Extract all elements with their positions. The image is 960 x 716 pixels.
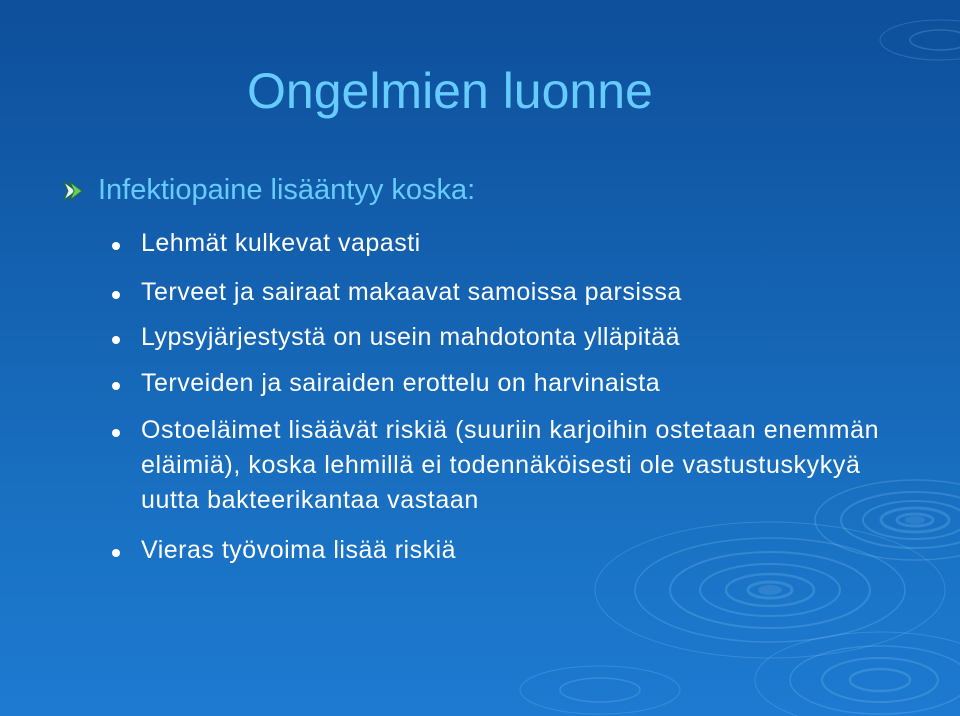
bullet-dot-icon <box>112 549 120 557</box>
bullet-text: Ostoeläimet lisäävät riskiä (suuriin karjoihin ostetaan enemmän eläimiä), koska lehmillä ei todennäköisesti ole vastustuskykyä uutta bakteerikantaa vastaan <box>141 416 880 514</box>
bullet-item <box>112 366 660 401</box>
bullet-dot-icon <box>112 382 120 390</box>
bullet-item <box>112 275 682 310</box>
bullet-text: Lehmät kulkevat vapasti <box>141 229 421 257</box>
arrow-bullet-icon <box>62 180 86 202</box>
bullet-dot-icon <box>112 429 120 437</box>
heading-item <box>62 174 475 207</box>
bullet-dot-icon <box>112 242 120 250</box>
bullet-text: Terveiden ja sairaiden erottelu on harvinaista <box>141 369 661 397</box>
heading-text: Infektiopaine lisääntyy koska: <box>98 174 476 206</box>
bullet-dot-icon <box>112 336 120 344</box>
bullet-item <box>112 413 901 518</box>
bullet-item <box>112 226 421 261</box>
bullet-text: Terveet ja sairaat makaavat samoissa parsissa <box>141 278 682 306</box>
bullet-item <box>112 533 456 568</box>
bullet-text: Vieras työvoima lisää riskiä <box>141 536 457 564</box>
slide-title: Ongelmien luonne <box>247 63 653 119</box>
bullet-text: Lypsyjärjestystä on usein mahdotonta ylläpitää <box>141 323 681 351</box>
bullet-item <box>112 320 680 355</box>
bullet-dot-icon <box>112 291 120 299</box>
